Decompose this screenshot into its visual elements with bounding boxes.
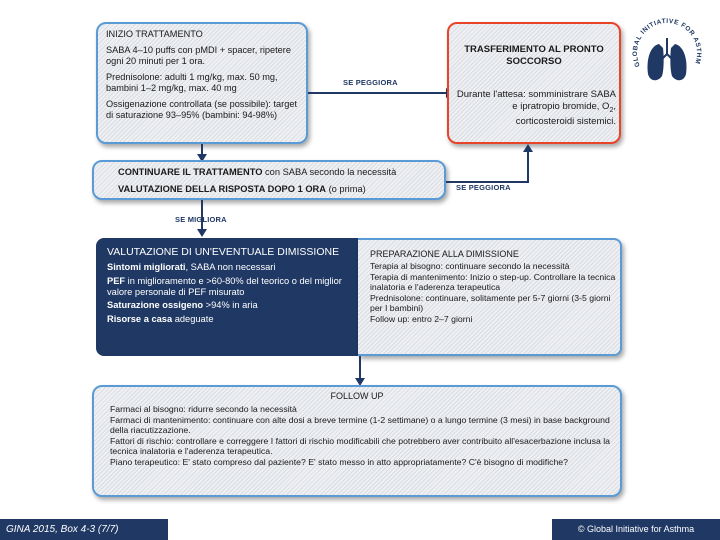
symptoms-rest: , SABA non necessari [185, 262, 276, 273]
transfer-body-pre: Durante l'attesa: somministrare SABA e ipratropio bromide, O [456, 89, 616, 112]
logo-text: GLOBAL INITIATIVE FOR ASTHM [631, 17, 703, 68]
worsens-label-1: SE PEGGIORA [343, 78, 398, 87]
discharge-prep-prednisolone: Prednisolone: continuare, solitamente per 5-7 giorni (3-5 giorni per I bambini) [370, 292, 611, 314]
discharge-eval-saturation [107, 300, 351, 312]
start-treatment-title: INIZIO TRATTAMENTO [106, 29, 203, 39]
followup-reliever: Farmaci al bisogno: ridurre secondo la necessità [110, 404, 297, 414]
continue-line-2-bold: VALUTAZIONE DELLA RISPOSTA DOPO 1 ORA [118, 184, 326, 194]
home-bold: Risorse a casa [107, 313, 173, 324]
continue-line-2-rest: (o prima) [325, 184, 366, 194]
saturation-rest: >94% in aria [203, 299, 258, 310]
arrowhead-continue-to-discharge [197, 229, 207, 237]
discharge-eval-title: VALUTAZIONE DI UN'EVENTUALE DIMISSIONE [107, 246, 340, 258]
discharge-prep-reliever: Terapia al bisogno: continuare secondo la necessità [370, 260, 570, 271]
gina-logo [628, 14, 706, 104]
pef-rest: in miglioramento e >60-80% del teorico o del miglior valore personale di PEF misurato [107, 275, 342, 297]
continue-line-1-rest: con SABA secondo la necessità [262, 167, 397, 177]
saba-dose: SABA 4–10 puffs con pMDI + spacer, ripetere ogni 20 minuti per 1 ora. [106, 44, 291, 66]
improves-label: SE MIGLIORA [175, 215, 227, 224]
worsens-arrow-2-v [527, 150, 529, 183]
continue-line-1-bold: CONTINUARE IL TRATTAMENTO [118, 167, 263, 177]
discharge-prep-text [370, 249, 618, 325]
discharge-prep-title: PREPARAZIONE ALLA DIMISSIONE [370, 249, 519, 259]
transfer-body-sub: 2 [609, 106, 614, 114]
footer-source: GINA 2015, Box 4-3 (7/7) [0, 519, 168, 540]
prednisolone-dose: Prednisolone: adulti 1 mg/kg, max. 50 mg, bambini 1–2 mg/kg, max. 40 mg [106, 71, 278, 93]
oxygen-target: Ossigenazione controllata (se possibile): target di saturazione 93–95% (bambini: 94-98%) [106, 98, 297, 120]
discharge-eval-pef [107, 276, 351, 298]
worsens-arrow-1 [308, 92, 448, 94]
start-treatment-text [106, 29, 302, 122]
svg-text:GLOBAL INITIATIVE FOR ASTHMA [628, 14, 702, 68]
continue-line-1 [118, 167, 448, 179]
lungs-icon [628, 14, 706, 104]
followup-action-plan: Piano terapeutico: E' stato compreso dal paziente? E' stato messo in atto appropriatamente? C'è bisogno di modifiche? [110, 457, 568, 468]
followup-risk: Fattori di rischio: controllare e correggere I fattori di rischio modificabili che potrebbero aver contribuito all'esacerbazione inclusa la tecnica inalatoria e l'aderenza terapeutica. [110, 435, 610, 457]
continue-line-2 [118, 184, 448, 196]
symptoms-bold: Sintomi migliorati [107, 262, 186, 273]
transfer-title: TRASFERIMENTO AL PRONTO SOCCORSO [464, 44, 604, 67]
followup-controller: Farmaci di mantenimento: continuare con alte dosi a breve termine (1-2 settimane) o a lungo termine (3 mesi) in base background della riacutizzazione. [110, 414, 610, 436]
transfer-body [452, 89, 616, 127]
footer-copyright: © Global Initiative for Asthma [552, 519, 720, 540]
followup-text [110, 404, 616, 468]
discharge-eval-symptoms [107, 262, 351, 274]
followup-title: FOLLOW UP [330, 391, 384, 401]
worsens-label-2: SE PEGGIORA [456, 183, 511, 192]
discharge-eval-text [107, 246, 351, 325]
arrow-discharge-to-followup [359, 356, 361, 380]
discharge-prep-followup: Follow up: entro 2–7 giorni [370, 314, 473, 325]
home-rest: adeguate [172, 313, 214, 324]
pef-bold: PEF [107, 275, 126, 286]
transfer-body-post: , corticosteroidi sistemici. [515, 100, 616, 127]
discharge-prep-controller: Terapia di mantenimento: Inizio o step-up. Controllare la tecnica inalatoria e l'aderenza terapeutica [370, 271, 616, 293]
discharge-eval-home [107, 314, 351, 326]
saturation-bold: Saturazione ossigeno [107, 299, 204, 310]
worsens-arrowhead-2 [523, 144, 533, 152]
